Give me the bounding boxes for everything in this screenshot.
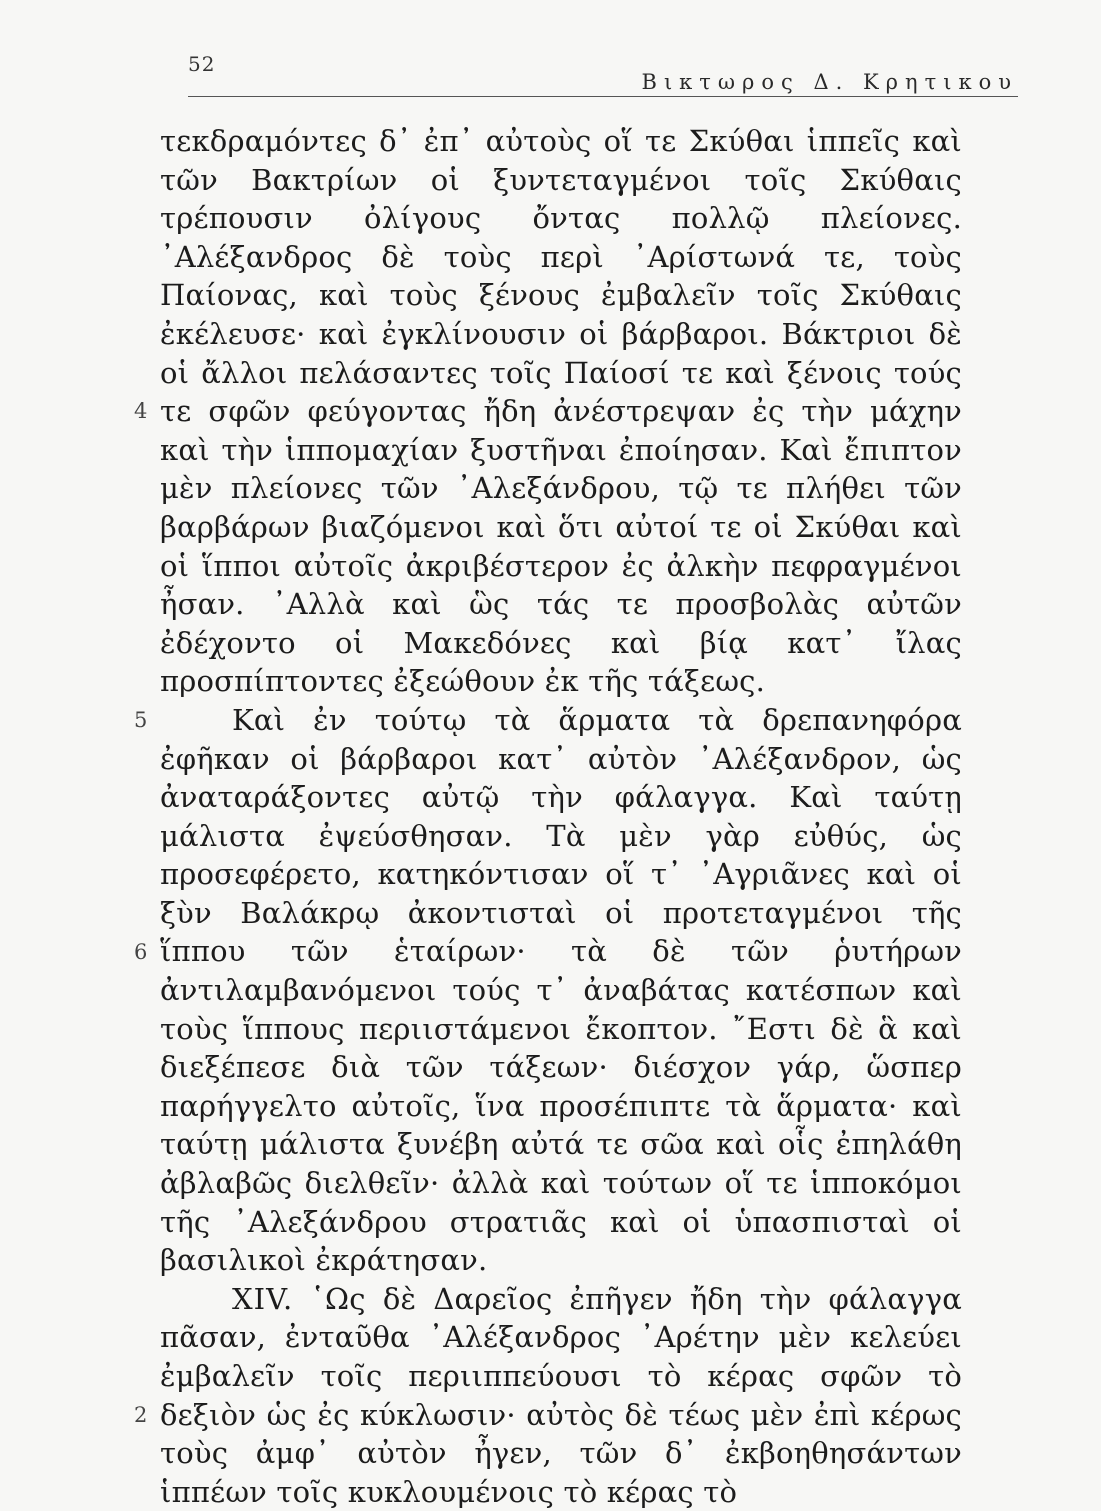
paragraph-2	[134, 701, 962, 1280]
page-header	[188, 52, 1018, 97]
page-number: 52	[188, 52, 216, 76]
paragraph-3	[134, 1280, 963, 1511]
paragraph-1	[134, 122, 962, 701]
paragraph-2-text: Καὶ ἐν τούτῳ τὰ ἅρματα τὰ δρεπανηφόρα ἐφῆκαν οἱ βάρβαροι κατ᾽ αὐτὸν ᾽Αλέξανδρον, ὡς ἀναταράξοντες αὐτῷ τὴν φάλαγγα. Καὶ ταύτῃ μάλιστα ἐψεύσθησαν. Τὰ μὲν γὰρ εὐθύς, ὡς προσεφέρετο, κατηκόντισαν οἵ τ᾽ ᾽Αγριᾶνες καὶ οἱ ξὺν Βαλάκρῳ ἀκοντισταὶ οἱ προτεταγμένοι τῆς ἵππου τῶν ἑταίρων· τὰ δὲ τῶν ῥυτήρων ἀντιλαμβανόμενοι τούς τ᾽ ἀναβάτας κατέσπων καὶ τοὺς ἵππους περιιστάμενοι ἔκοπτον. ῎Εστι δὲ ἃ καὶ διεξέπεσε διὰ τῶν τάξεων· διέσχον γάρ, ὥσπερ παρήγγελτο αὐτοῖς, ἵνα προσέπιπτε τὰ ἅρματα· καὶ ταύτῃ μάλιστα ξυνέβη αὐτά τε σῶα καὶ οἷς ἐπηλάθη ἀβλαβῶς διελθεῖν· ἀλλὰ καὶ τούτων οἵ τε ἱπποκόμοι τῆς ᾽Αλεξάνδρου στρατιᾶς καὶ οἱ ὑπασπισταὶ οἱ βασιλικοὶ ἐκράτησαν.	[160, 702, 962, 1278]
chapter-numeral: XIV.	[232, 1281, 294, 1316]
section-marker-2: 2	[134, 1402, 148, 1427]
body-text	[134, 122, 963, 1511]
section-marker-6: 6	[134, 939, 148, 964]
running-head: Βικτωρος Δ. Κρητικου	[641, 70, 1018, 94]
paragraph-3-text: ῾Ως δὲ Δαρεῖος ἐπῆγεν ἤδη τὴν φάλαγγα πᾶσαν, ἐνταῦθα ᾽Αλέξανδρος ᾽Αρέτην μὲν κελεύει ἐμβαλεῖν τοῖς περιιππεύουσι τὸ κέρας σφῶν τὸ δεξιὸν ὡς ἐς κύκλωσιν· αὐτὸς δὲ τέως μὲν ἐπὶ κέρως τοὺς ἀμφ᾽ αὐτὸν ἦγεν, τῶν δ᾽ ἐκβοηθησάντων ἱππέων τοῖς κυκλουμένοις τὸ κέρας τὸ	[160, 1281, 963, 1509]
section-marker-4: 4	[134, 399, 148, 423]
section-marker-5: 5	[134, 707, 148, 732]
paragraph-1-text: τεκδραμόντες δ᾽ ἐπ᾽ αὐτοὺς οἵ τε Σκύθαι ἱππεῖς καὶ τῶν Βακτρίων οἱ ξυντεταγμένοι τοῖς Σκύθαις τρέπουσιν ὀλίγους ὄντας πολλῷ πλείονες. ᾽Αλέξανδρος δὲ τοὺς περὶ ᾽Αρίστωνά τε, τοὺς Παίονας, καὶ τοὺς ξένους ἐμβαλεῖν τοῖς Σκύθαις ἐκέλευσε· καὶ ἐγκλίνουσιν οἱ βάρβαροι. Βάκτριοι δὲ οἱ ἄλλοι πελάσαντες τοῖς Παίοσί τε καὶ ξένοις τούς τε σφῶν φεύγοντας ἤδη ἀνέστρεψαν ἐς τὴν μάχην καὶ τὴν ἱππομαχίαν ξυστῆναι ἐποίησαν. Καὶ ἔπιπτον μὲν πλείονες τῶν ᾽Αλεξάνδρου, τῷ τε πλήθει τῶν βαρβάρων βιαζόμενοι καὶ ὅτι αὐτοί τε οἱ Σκύθαι καὶ οἱ ἵπποι αὐτοῖς ἀκριβέστερον ἐς ἀλκὴν πεφραγμένοι ἦσαν. ᾽Αλλὰ καὶ ὣς τάς τε προσβολὰς αὐτῶν ἐδέχοντο οἱ Μακεδόνες καὶ βίᾳ κατ᾽ ἴλας προσπίπτοντες ἐξεώθουν ἐκ τῆς τάξεως.	[160, 124, 962, 699]
